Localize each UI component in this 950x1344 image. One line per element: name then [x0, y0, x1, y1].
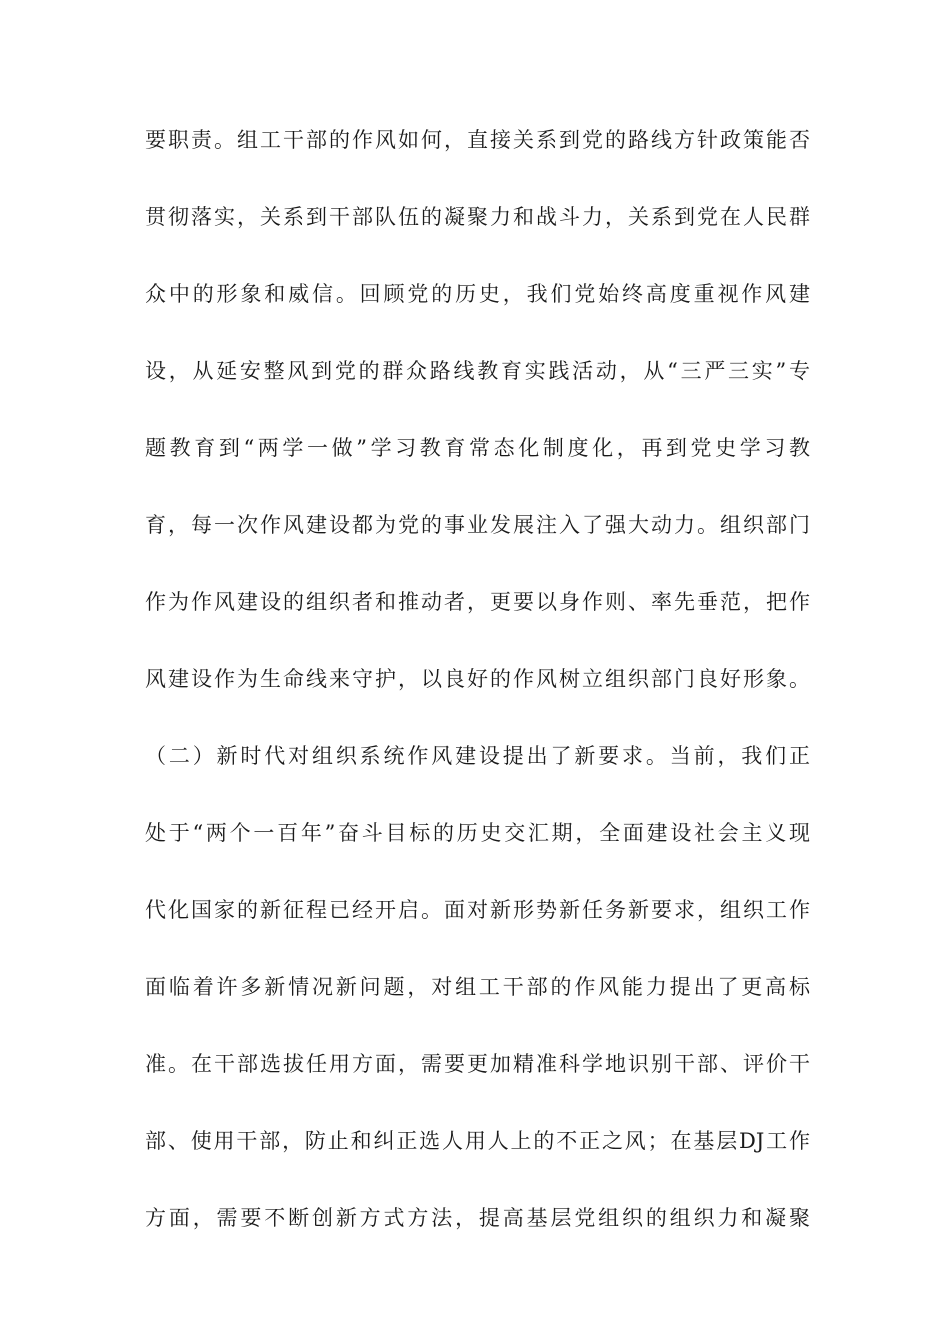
text-line: 部、使用干部，防止和纠正选人用人上的不正之风；在基层DJ工作: [145, 1129, 810, 1153]
text-line: 作为作风建设的组织者和推动者，更要以身作则、率先垂范，把作: [145, 590, 810, 614]
text-line: 代化国家的新征程已经开启。面对新形势新任务新要求，组织工作: [145, 898, 810, 922]
text-line: （二）新时代对组织系统作风建设提出了新要求。当前，我们正: [145, 744, 810, 768]
text-line: 面临着许多新情况新问题，对组工干部的作风能力提出了更高标: [145, 975, 810, 999]
text-line: 准。在干部选拔任用方面，需要更加精准科学地识别干部、评价干: [145, 1052, 810, 1076]
text-line: 处于“两个一百年”奋斗目标的历史交汇期，全面建设社会主义现: [145, 821, 810, 845]
text-line: 设，从延安整风到党的群众路线教育实践活动，从“三严三实”专: [145, 359, 810, 383]
text-line: 众中的形象和威信。回顾党的历史，我们党始终高度重视作风建: [145, 282, 810, 306]
text-line: 风建设作为生命线来守护，以良好的作风树立组织部门良好形象。: [145, 667, 810, 691]
text-line: 要职责。组工干部的作风如何，直接关系到党的路线方针政策能否: [145, 128, 810, 152]
text-line: 题教育到“两学一做”学习教育常态化制度化，再到党史学习教: [145, 436, 810, 460]
text-line: 方面，需要不断创新方式方法，提高基层党组织的组织力和凝聚: [145, 1206, 810, 1230]
text-line: 育，每一次作风建设都为党的事业发展注入了强大动力。组织部门: [145, 513, 810, 537]
text-line: 贯彻落实，关系到干部队伍的凝聚力和战斗力，关系到党在人民群: [145, 205, 810, 229]
